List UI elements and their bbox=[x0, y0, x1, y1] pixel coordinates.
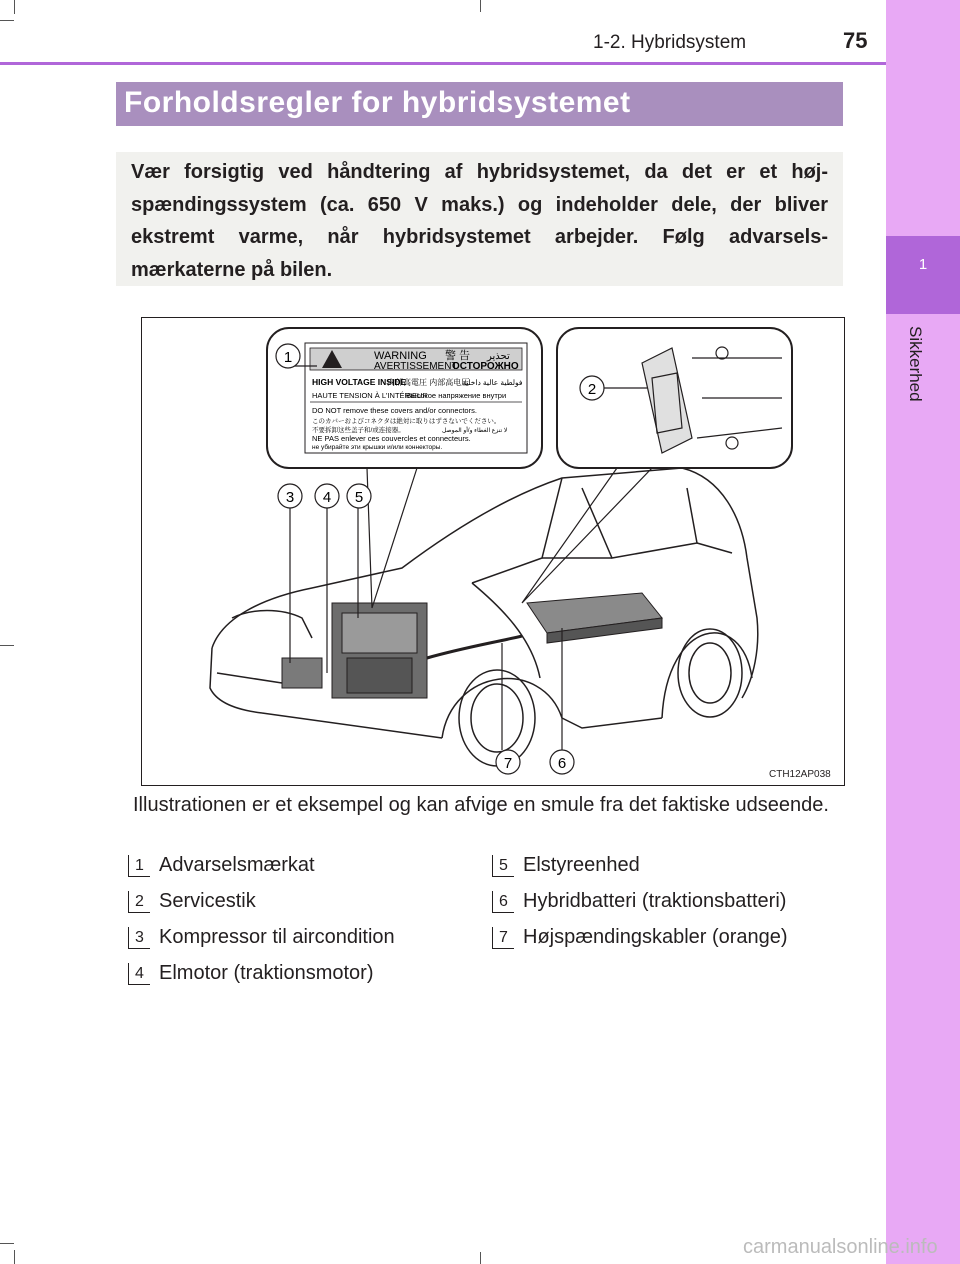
callout-5 bbox=[347, 484, 371, 508]
callout-7-text: 7 bbox=[503, 755, 513, 772]
callout-5-text: 5 bbox=[354, 489, 364, 506]
page-title: Forholdsregler for hybridsystemet bbox=[124, 86, 631, 119]
label-line1-ar: تحذير bbox=[487, 351, 510, 362]
crop-mark bbox=[0, 645, 14, 646]
engine-block bbox=[282, 603, 427, 698]
label-line5: DO NOT remove these covers and/or connectors. bbox=[312, 406, 477, 415]
legend-number: 3 bbox=[128, 927, 150, 949]
crop-mark bbox=[14, 0, 15, 14]
car-illustration bbox=[142, 318, 844, 785]
section-header: 1-2. Hybridsystem bbox=[593, 32, 747, 53]
legend-label: Højspændingskabler (orange) bbox=[523, 926, 788, 948]
chapter-tab-number: 1 bbox=[918, 256, 928, 273]
crop-mark bbox=[0, 1243, 14, 1244]
legend-label: Hybridbatteri (traktionsbatteri) bbox=[523, 890, 787, 912]
legend-number: 1 bbox=[128, 855, 150, 877]
label-line2: AVERTISSEMENT bbox=[374, 361, 458, 372]
label-line8: NE PAS enlever ces couvercles et connecteurs. bbox=[312, 434, 471, 443]
callout-6 bbox=[550, 750, 574, 774]
legend-label: Elstyreenhed bbox=[523, 854, 640, 876]
label-line4-ru: Высокое напряжение внутри bbox=[406, 391, 507, 400]
callout-1 bbox=[276, 344, 300, 368]
label-line7: 不要拆卸这些盖子和/或连接器。 bbox=[312, 427, 405, 434]
label-line3-ar: فولطية عالية داخلية bbox=[462, 378, 523, 387]
header-rule bbox=[0, 62, 886, 65]
callout-2 bbox=[580, 376, 604, 400]
legend-label: Elmotor (traktionsmotor) bbox=[159, 962, 374, 984]
label-line2-ru: ОСТОРОЖНО bbox=[452, 361, 519, 372]
callout-1-text: 1 bbox=[283, 349, 293, 366]
side-bar bbox=[886, 0, 960, 1264]
crop-mark bbox=[480, 1252, 481, 1264]
callout-2-text: 2 bbox=[587, 381, 597, 398]
callout-4-text: 4 bbox=[322, 489, 332, 506]
chapter-tab[interactable] bbox=[886, 236, 960, 314]
chapter-tab-label: Sikkerhed bbox=[906, 326, 925, 402]
legend-number: 4 bbox=[128, 963, 150, 985]
callout-3 bbox=[278, 484, 302, 508]
label-line1: WARNING bbox=[374, 350, 427, 362]
intro-text: Vær forsigtig ved håndtering af hybridsystemet, da det er et høj-spændingssystem (ca. 650 V maks.) og indeholder dele, der bliver ekstremt varme, når hybridsystemet arbejder. Følg advarsels-mærkaterne på bilen. bbox=[131, 161, 828, 281]
label-line3: HIGH VOLTAGE INSIDE bbox=[312, 377, 407, 387]
label-line3-cjk: 内部高電圧 内部高电压 bbox=[387, 378, 470, 387]
label-line9: не убирайте эти крышки и/или коннекторы. bbox=[312, 444, 443, 451]
legend-number: 2 bbox=[128, 891, 150, 913]
watermark: carmanualsonline.info bbox=[743, 1236, 938, 1258]
label-line4: HAUTE TENSION À L'INTÉRIEUR bbox=[312, 391, 428, 400]
callout-3-text: 3 bbox=[285, 489, 295, 506]
label-line6: このカバーおよびコネクタは絶対に取りはずさないでください。 bbox=[312, 418, 501, 425]
page-number: 75 bbox=[843, 28, 868, 53]
hybrid-battery bbox=[527, 593, 662, 643]
figure-caption: Illustrationen er et eksempel og kan afvige en smule fra det faktiske udseende. bbox=[133, 794, 829, 816]
hybrid-system-illustration bbox=[141, 317, 845, 786]
label-line7-ar: لا تنزع الغطاء و/أو الموصل bbox=[442, 428, 508, 434]
legend-number: 7 bbox=[492, 927, 514, 949]
callout-6-text: 6 bbox=[557, 755, 567, 772]
callout-4 bbox=[315, 484, 339, 508]
car-outline bbox=[210, 468, 758, 738]
label-line1-cjk: 警 告 bbox=[445, 350, 471, 362]
crop-mark bbox=[14, 1250, 15, 1264]
legend-number: 6 bbox=[492, 891, 514, 913]
legend-number: 5 bbox=[492, 855, 514, 877]
legend-label: Kompressor til aircondition bbox=[159, 926, 395, 948]
crop-mark bbox=[480, 0, 481, 12]
callout-7 bbox=[496, 750, 520, 774]
figure-code: CTH12AP038 bbox=[769, 769, 831, 780]
legend-label: Servicestik bbox=[159, 890, 256, 912]
legend-label: Advarselsmærkat bbox=[159, 854, 315, 876]
crop-mark bbox=[0, 20, 14, 21]
